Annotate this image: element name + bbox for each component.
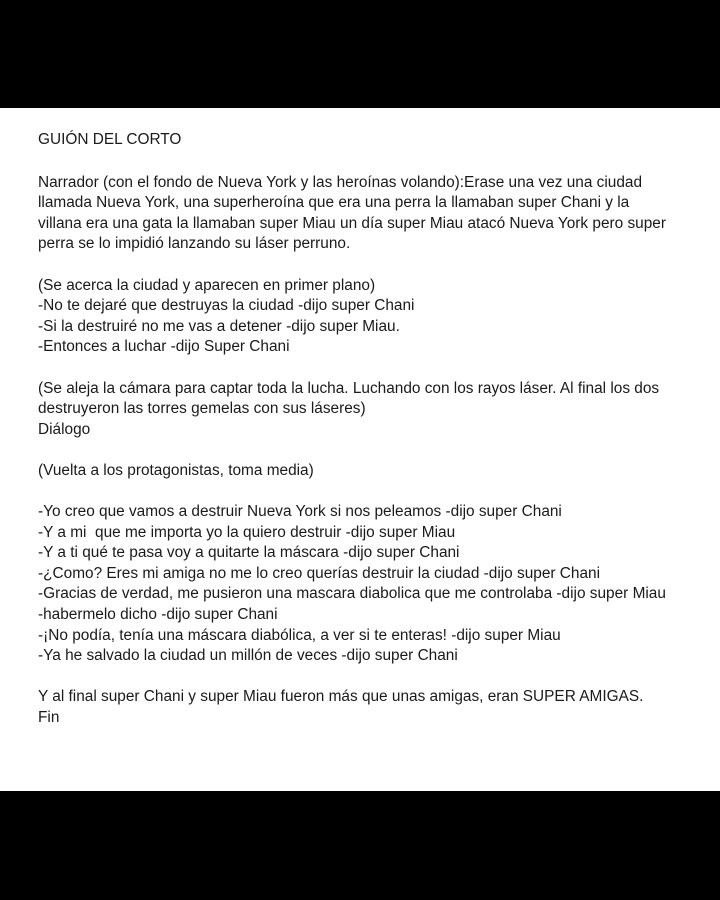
dialogue-line: -Ya he salvado la ciudad un millón de veces -dijo super Chani	[38, 647, 458, 665]
spacer	[38, 151, 710, 173]
text-line: Y al final super Chani y super Miau fueron más que unas amigas, eran SUPER AMIGAS.	[38, 688, 644, 706]
document-title	[38, 130, 710, 151]
text-line: (Se aleja la cámara para captar toda la lucha. Luchando con los rayos láser. Al final los dos	[38, 379, 660, 397]
dialogue-line: -Yo creo que vamos a destruir Nueva York si nos peleamos -dijo super Chani	[38, 503, 562, 521]
title-line: GUIÓN DEL CORTO	[38, 131, 182, 148]
text-line: Fin	[38, 709, 60, 727]
spacer	[38, 667, 710, 688]
dialogue-line: -Gracias de verdad, me pusieron una mascara diabolica que me controlaba -dijo super Miau	[38, 585, 666, 603]
script-document	[38, 130, 710, 729]
spacer	[38, 440, 710, 461]
text-line: -Entonces a luchar -dijo Super Chani	[38, 338, 290, 356]
text-line: Diálogo	[38, 420, 91, 438]
text-line: (Vuelta a los protagonistas, toma media)	[38, 461, 314, 479]
text-line: perra se lo impidió lanzando su láser perruno.	[38, 235, 351, 253]
dialogue-line: -Y a mi que me importa yo la quiero destruir -dijo super Miau	[38, 523, 456, 541]
spacer	[38, 482, 710, 503]
text-line: destruyeron las torres gemelas con sus láseres)	[38, 400, 366, 418]
spacer	[38, 358, 710, 379]
dialogue-line: -¡No podía, tenía una máscara diabólica, a ver si te enteras! -dijo super Miau	[38, 626, 561, 644]
scene-1-paragraph	[38, 276, 710, 358]
document-page	[0, 108, 720, 791]
text-line: -No te dejaré que destruyas la ciudad -dijo super Chani	[38, 297, 415, 315]
spacer	[38, 255, 710, 276]
dialogue-line: -habermelo dicho -dijo super Chani	[38, 606, 278, 624]
text-line: Narrador (con el fondo de Nueva York y las heroínas volando):Erase una vez una ciudad	[38, 173, 643, 191]
dialogue-line: -¿Como? Eres mi amiga no me lo creo querías destruir la ciudad -dijo super Chani	[38, 564, 601, 582]
text-line: villana era una gata la llamaban super Miau un día super Miau atacó Nueva York pero super	[38, 214, 666, 232]
text-line: -Si la destruiré no me vas a detener -dijo super Miau.	[38, 317, 400, 335]
text-line: llamada Nueva York, una superheroína que era una perra la llamaban super Chani y la	[38, 194, 630, 212]
dialogue-paragraph	[38, 502, 710, 667]
narrator-paragraph	[38, 173, 710, 255]
dialogue-line: -Y a ti qué te pasa voy a quitarte la máscara -dijo super Chani	[38, 544, 460, 562]
scene-2-paragraph	[38, 379, 710, 441]
text-line: (Se acerca la ciudad y aparecen en primer plano)	[38, 276, 376, 294]
ending-paragraph	[38, 687, 710, 728]
scene-3-heading	[38, 461, 710, 482]
